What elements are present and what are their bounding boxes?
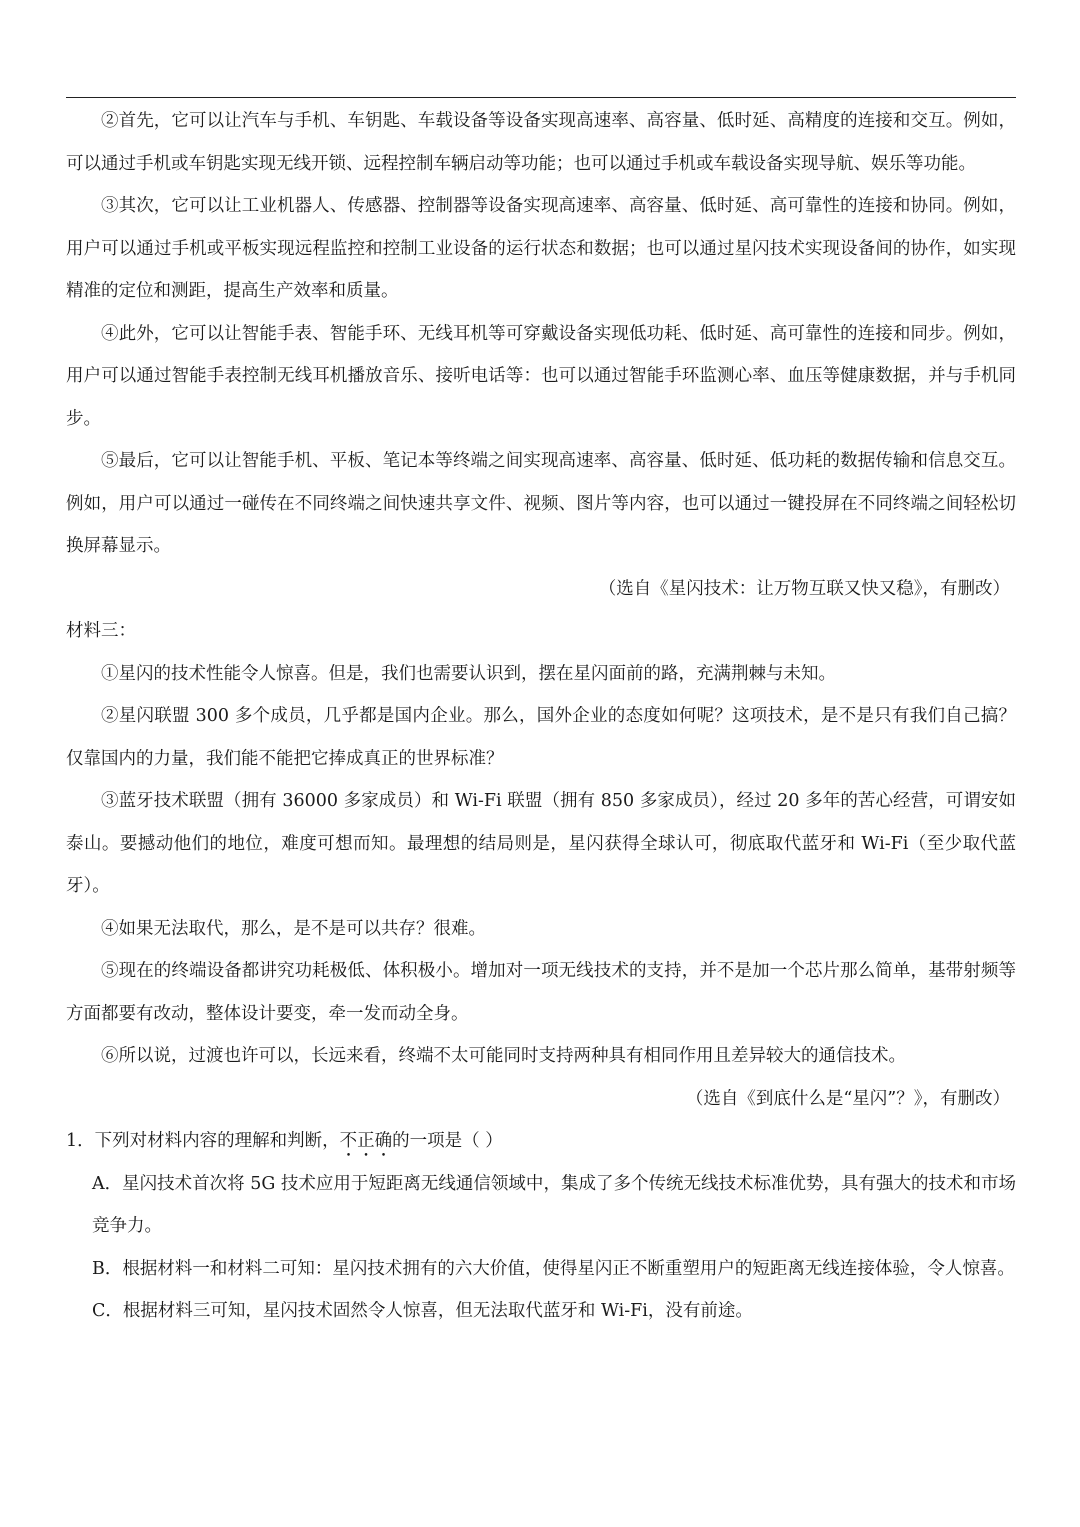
- header-rule: [66, 97, 1016, 98]
- question-emphasis: 不正确: [339, 1131, 393, 1151]
- material3-paragraph: ⑥所以说，过渡也许可以，长远来看，终端不太可能同时支持两种具有相同作用且差异较大的通信技术。: [101, 1046, 906, 1066]
- material3-source: （选自《到底什么是“星闪”？》，有删改）: [685, 1088, 1010, 1109]
- material3-paragraph: ③蓝牙技术联盟（拥有 36000 多家成员）和 Wi-Fi 联盟（拥有 850 多家成员），经过 20 多年的苦心经营，可谓安如泰山。要撼动他们的地位，难度可想而知。最理想的结局则是，星闪获得全球认可，彻底取代蓝牙和 Wi-Fi（至少取代蓝牙）。: [66, 791, 1016, 896]
- material3-paragraph: ⑤现在的终端设备都讲究功耗极低、体积极小。增加对一项无线技术的支持，并不是加一个芯片那么简单，基带射频等方面都要有改动，整体设计要变，牵一发而动全身。: [66, 961, 1016, 1024]
- material2-paragraph: ④此外，它可以让智能手表、智能手环、无线耳机等可穿戴设备实现低功耗、低时延、高可靠性的连接和同步。例如，用户可以通过智能手表控制无线耳机播放音乐、接听电话等：也可以通过智能手环监测心率、血压等健康数据，并与手机同步。: [66, 323, 1016, 429]
- material3-paragraph: ④如果无法取代，那么，是不是可以共存？很难。: [101, 918, 486, 939]
- question-stem: [66, 1120, 1016, 1163]
- question-option-b: B．根据材料一和材料二可知：星闪技术拥有的六大价值，使得星闪正不断重塑用户的短距离无线连接体验，令人惊喜。: [92, 1258, 1015, 1279]
- material3-paragraph: ①星闪的技术性能令人惊喜。但是，我们也需要认识到，摆在星闪面前的路，充满荆棘与未知。: [101, 663, 836, 684]
- material3-heading: 材料三：: [66, 621, 136, 641]
- material2-paragraph: ②首先，它可以让汽车与手机、车钥匙、车载设备等设备实现高速率、高容量、低时延、高精度的连接和交互。例如，可以通过手机或车钥匙实现无线开锁、远程控制车辆启动等功能；也可以通过手机或车载设备实现导航、娱乐等功能。: [66, 111, 1016, 174]
- question-suffix: 的一项是（ ）: [392, 1131, 503, 1151]
- question-option-c: C．根据材料三可知，星闪技术固然令人惊喜，但无法取代蓝牙和 Wi-Fi，没有前途。: [92, 1301, 753, 1321]
- question-prefix: 1．下列对材料内容的理解和判断，: [66, 1131, 340, 1151]
- material2-source: （选自《星闪技术：让万物互联又快又稳》，有删改）: [598, 578, 1010, 599]
- question-option-a: A．星闪技术首次将 5G 技术应用于短距离无线通信领域中，集成了多个传统无线技术标准优势，具有强大的技术和市场竞争力。: [92, 1173, 1016, 1236]
- material2-paragraph: ③其次，它可以让工业机器人、传感器、控制器等设备实现高速率、高容量、低时延、高可靠性的连接和协同。例如，用户可以通过手机或平板实现远程监控和控制工业设备的运行状态和数据；也可以通过星闪技术实现设备间的协作，如实现精准的定位和测距，提高生产效率和质量。: [66, 196, 1016, 301]
- material2-paragraph: ⑤最后，它可以让智能手机、平板、笔记本等终端之间实现高速率、高容量、低时延、低功耗的数据传输和信息交互。例如，用户可以通过一碰传在不同终端之间快速共享文件、视频、图片等内容，也可以通过一键投屏在不同终端之间轻松切换屏幕显示。: [66, 451, 1016, 556]
- material3-paragraph: ②星闪联盟 300 多个成员，几乎都是国内企业。那么，国外企业的态度如何呢？这项技术，是不是只有我们自己搞？仅靠国内的力量，我们能不能把它捧成真正的世界标准？: [66, 706, 1016, 769]
- document-body: [66, 100, 1016, 1333]
